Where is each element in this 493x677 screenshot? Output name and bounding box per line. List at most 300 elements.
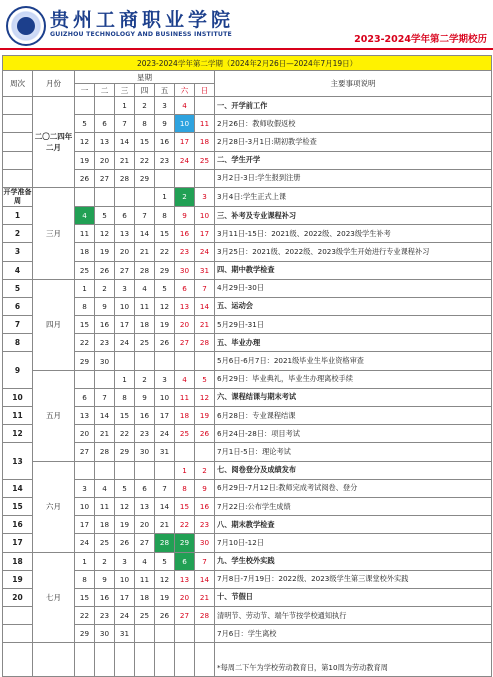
day-cell: 8	[135, 115, 155, 133]
day-cell: 3	[195, 187, 215, 206]
day-cell: 21	[195, 588, 215, 606]
day-cell	[115, 187, 135, 206]
day-cell: 10	[75, 497, 95, 515]
day-cell: 20	[75, 425, 95, 443]
event-note: 6月24日-28日：项目考试	[215, 425, 492, 443]
day-cell: 22	[175, 516, 195, 534]
event-note: 3月4日:学生正式上课	[215, 187, 492, 206]
week-number: 11	[3, 407, 33, 425]
day-cell: 31	[115, 625, 135, 643]
calendar-row	[3, 425, 492, 443]
event-note: 6月29日：毕业典礼，毕业生办理离校手续	[215, 370, 492, 388]
calendar-row	[3, 297, 492, 315]
day-cell: 1	[115, 97, 135, 115]
day-cell: 25	[175, 425, 195, 443]
day-cell: 17	[155, 407, 175, 425]
day-cell: 18	[195, 133, 215, 151]
day-cell	[95, 370, 115, 388]
day-cell: 3	[155, 370, 175, 388]
event-note: 三、补考及专业课程补习	[215, 206, 492, 224]
event-note: 四、期中教学检查	[215, 261, 492, 279]
event-note: 6月28日：专业课程结课	[215, 407, 492, 425]
day-cell	[135, 187, 155, 206]
day-cell: 15	[135, 133, 155, 151]
day-cell: 5	[115, 479, 135, 497]
day-cell: 14	[155, 497, 175, 515]
school-calendar-table	[2, 55, 492, 677]
day-cell: 9	[95, 570, 115, 588]
week-number	[3, 169, 33, 187]
day-cell	[155, 625, 175, 643]
day-cell: 27	[175, 334, 195, 352]
day-cell: 9	[195, 479, 215, 497]
day-cell: 30	[175, 261, 195, 279]
empty-cell	[175, 643, 195, 677]
day-cell: 11	[95, 497, 115, 515]
event-note: 八、期末教学检查	[215, 516, 492, 534]
day-cell: 7	[95, 388, 115, 406]
calendar-row	[3, 115, 492, 133]
event-note: 2月26日：教师收假返校	[215, 115, 492, 133]
day-cell	[175, 443, 195, 461]
day-cell: 13	[175, 570, 195, 588]
calendar-row	[3, 133, 492, 151]
day-cell: 24	[155, 425, 175, 443]
day-cell: 4	[175, 97, 195, 115]
day-cell: 17	[115, 316, 135, 334]
day-cell: 26	[155, 334, 175, 352]
month-label-jul: 七月	[33, 552, 75, 643]
weekday-header-5: 六	[175, 84, 195, 97]
day-cell: 19	[155, 588, 175, 606]
empty-cell	[135, 643, 155, 677]
week-number: 15	[3, 497, 33, 515]
day-cell: 29	[135, 169, 155, 187]
week-number: 2	[3, 225, 33, 243]
calendar-row	[3, 461, 492, 479]
week-number	[3, 97, 33, 115]
day-cell: 2	[195, 461, 215, 479]
day-cell: 15	[75, 588, 95, 606]
school-name-cn: 贵州工商职业学院	[50, 9, 235, 31]
week-number	[3, 625, 33, 643]
day-cell: 23	[95, 334, 115, 352]
day-cell: 21	[115, 151, 135, 169]
day-cell: 6	[175, 552, 195, 570]
day-cell: 22	[75, 334, 95, 352]
day-cell: 24	[175, 151, 195, 169]
day-cell: 6	[75, 388, 95, 406]
notes-column-header: 主要事项说明	[215, 71, 492, 97]
day-cell: 10	[155, 388, 175, 406]
weekday-header-6: 日	[195, 84, 215, 97]
day-cell: 15	[75, 316, 95, 334]
page-header	[0, 0, 493, 56]
day-cell: 29	[155, 261, 175, 279]
event-note: 3月2日-3日:学生报到注册	[215, 169, 492, 187]
week-column-header: 周次	[3, 71, 33, 97]
calendar-row	[3, 187, 492, 206]
day-cell: 29	[115, 443, 135, 461]
calendar-row	[3, 206, 492, 224]
calendar-row	[3, 516, 492, 534]
week-number: 6	[3, 297, 33, 315]
event-note: 五、运动会	[215, 297, 492, 315]
day-cell: 29	[75, 352, 95, 370]
day-cell: 4	[95, 479, 115, 497]
day-cell: 26	[115, 534, 135, 552]
day-cell: 1	[175, 461, 195, 479]
day-cell: 31	[195, 261, 215, 279]
day-cell: 7	[115, 115, 135, 133]
day-cell: 24	[75, 534, 95, 552]
day-cell: 2	[135, 370, 155, 388]
day-cell	[135, 461, 155, 479]
weekday-group-header: 星期	[75, 71, 215, 84]
calendar-row	[3, 497, 492, 515]
week-number: 13	[3, 443, 33, 479]
day-cell: 27	[175, 607, 195, 625]
event-note: 4月29日-30日	[215, 279, 492, 297]
calendar-row	[3, 552, 492, 570]
day-cell: 3	[75, 479, 95, 497]
calendar-row	[3, 151, 492, 169]
week-number: 12	[3, 425, 33, 443]
event-note: 九、学生校外实践	[215, 552, 492, 570]
day-cell	[95, 97, 115, 115]
event-note: 七、阅卷登分及成绩发布	[215, 461, 492, 479]
day-cell	[75, 97, 95, 115]
calendar-row	[3, 407, 492, 425]
day-cell: 15	[155, 225, 175, 243]
day-cell: 16	[135, 407, 155, 425]
day-cell: 1	[115, 370, 135, 388]
header-divider	[0, 48, 493, 50]
day-cell	[115, 461, 135, 479]
calendar-row	[3, 443, 492, 461]
day-cell: 19	[195, 407, 215, 425]
event-note: 5月6日-6月7日：2021级毕业生毕业资格审查	[215, 352, 492, 370]
weekday-header-0: 一	[75, 84, 95, 97]
day-cell: 3	[115, 279, 135, 297]
day-cell: 14	[135, 225, 155, 243]
day-cell: 19	[115, 516, 135, 534]
event-note: 二、学生开学	[215, 151, 492, 169]
day-cell: 9	[155, 115, 175, 133]
day-cell: 18	[135, 316, 155, 334]
empty-cell	[195, 643, 215, 677]
day-cell: 5	[155, 552, 175, 570]
day-cell	[75, 370, 95, 388]
calendar-row	[3, 279, 492, 297]
day-cell: 29	[75, 625, 95, 643]
calendar-row	[3, 570, 492, 588]
day-cell: 14	[195, 570, 215, 588]
day-cell: 30	[135, 443, 155, 461]
day-cell	[195, 443, 215, 461]
day-cell: 9	[95, 297, 115, 315]
event-note: 5月29日-31日	[215, 316, 492, 334]
day-cell: 25	[135, 334, 155, 352]
day-cell: 20	[95, 151, 115, 169]
day-cell	[175, 625, 195, 643]
day-cell: 23	[175, 243, 195, 261]
day-cell: 3	[115, 552, 135, 570]
day-cell	[95, 187, 115, 206]
day-cell	[135, 352, 155, 370]
event-note: 7月8日-7月19日：2022级、2023级学生第三课堂校外实践	[215, 570, 492, 588]
day-cell: 22	[75, 607, 95, 625]
day-cell: 4	[75, 206, 95, 224]
week-number	[3, 133, 33, 151]
day-cell: 6	[175, 279, 195, 297]
day-cell: 18	[75, 243, 95, 261]
day-cell: 8	[115, 388, 135, 406]
week-number: 10	[3, 388, 33, 406]
week-number: 4	[3, 261, 33, 279]
day-cell: 11	[135, 570, 155, 588]
day-cell: 16	[175, 225, 195, 243]
day-cell: 1	[155, 187, 175, 206]
month-label-may: 五月	[33, 370, 75, 461]
day-cell: 2	[95, 552, 115, 570]
calendar-row	[3, 334, 492, 352]
day-cell: 8	[155, 206, 175, 224]
week-number: 17	[3, 534, 33, 552]
calendar-row	[3, 243, 492, 261]
day-cell: 20	[115, 243, 135, 261]
day-cell: 3	[155, 97, 175, 115]
week-number: 1	[3, 206, 33, 224]
day-cell: 21	[95, 425, 115, 443]
day-cell: 5	[155, 279, 175, 297]
day-cell: 12	[155, 297, 175, 315]
day-cell: 13	[75, 407, 95, 425]
day-cell	[195, 625, 215, 643]
day-cell: 26	[75, 169, 95, 187]
day-cell: 15	[175, 497, 195, 515]
day-cell: 28	[135, 261, 155, 279]
day-cell: 2	[135, 97, 155, 115]
day-cell	[115, 352, 135, 370]
week-number: 7	[3, 316, 33, 334]
day-cell: 22	[135, 151, 155, 169]
day-cell: 13	[115, 225, 135, 243]
day-cell: 30	[95, 352, 115, 370]
day-cell: 18	[135, 588, 155, 606]
day-cell: 16	[95, 588, 115, 606]
event-note: 十、节假日	[215, 588, 492, 606]
day-cell	[195, 169, 215, 187]
day-cell: 12	[195, 388, 215, 406]
day-cell	[155, 169, 175, 187]
week-number: 8	[3, 334, 33, 352]
day-cell: 5	[75, 115, 95, 133]
day-cell: 25	[135, 607, 155, 625]
day-cell	[75, 461, 95, 479]
event-note: 6月29日-7月12日:教师完成考试阅卷、登分	[215, 479, 492, 497]
week-number: 开学准备周	[3, 187, 32, 205]
day-cell: 9	[135, 388, 155, 406]
day-cell: 11	[175, 388, 195, 406]
day-cell	[75, 187, 95, 206]
day-cell: 17	[195, 225, 215, 243]
day-cell: 23	[195, 516, 215, 534]
calendar-row	[3, 370, 492, 388]
day-cell: 7	[135, 206, 155, 224]
calendar-row	[3, 625, 492, 643]
day-cell	[175, 352, 195, 370]
day-cell: 24	[115, 334, 135, 352]
day-cell: 23	[95, 607, 115, 625]
day-cell: 19	[95, 243, 115, 261]
day-cell: 28	[195, 607, 215, 625]
event-note: 7月1日-5日：理论考试	[215, 443, 492, 461]
calendar-row	[3, 388, 492, 406]
week-number: 19	[3, 570, 33, 588]
day-cell: 26	[155, 607, 175, 625]
day-cell: 12	[75, 133, 95, 151]
day-cell: 28	[155, 534, 175, 552]
day-cell: 19	[155, 316, 175, 334]
day-cell: 23	[135, 425, 155, 443]
day-cell: 15	[115, 407, 135, 425]
day-cell: 18	[95, 516, 115, 534]
day-cell: 2	[175, 187, 195, 206]
calendar-row	[3, 352, 492, 370]
day-cell: 13	[135, 497, 155, 515]
day-cell: 11	[75, 225, 95, 243]
empty-cell	[155, 643, 175, 677]
week-number: 9	[3, 352, 33, 388]
day-cell: 24	[115, 607, 135, 625]
month-column-header: 月份	[33, 71, 75, 97]
day-cell: 8	[175, 479, 195, 497]
day-cell: 4	[175, 370, 195, 388]
day-cell: 28	[115, 169, 135, 187]
day-cell: 14	[95, 407, 115, 425]
week-number	[3, 151, 33, 169]
day-cell: 12	[155, 570, 175, 588]
day-cell: 16	[95, 316, 115, 334]
empty-cell	[115, 643, 135, 677]
day-cell: 25	[195, 151, 215, 169]
day-cell: 20	[135, 516, 155, 534]
empty-cell	[33, 643, 75, 677]
weekday-header-1: 二	[95, 84, 115, 97]
calendar-row	[3, 607, 492, 625]
event-note: 7月10日-12日	[215, 534, 492, 552]
day-cell: 27	[135, 534, 155, 552]
footer-row	[3, 643, 492, 677]
day-cell: 24	[195, 243, 215, 261]
day-cell: 14	[115, 133, 135, 151]
day-cell: 20	[175, 316, 195, 334]
month-label-feb: 二〇二四年 二月	[33, 97, 75, 188]
day-cell	[155, 352, 175, 370]
day-cell: 11	[135, 297, 155, 315]
event-note: 7月22日:公布学生成绩	[215, 497, 492, 515]
day-cell: 6	[95, 115, 115, 133]
calendar-row	[3, 588, 492, 606]
week-number	[3, 607, 33, 625]
day-cell: 7	[195, 552, 215, 570]
event-note: 五、毕业办理	[215, 334, 492, 352]
day-cell: 6	[135, 479, 155, 497]
day-cell: 23	[155, 151, 175, 169]
day-cell: 14	[195, 297, 215, 315]
day-cell: 1	[75, 552, 95, 570]
day-cell	[95, 461, 115, 479]
day-cell: 17	[175, 133, 195, 151]
day-cell: 31	[155, 443, 175, 461]
day-cell	[155, 461, 175, 479]
month-label-mar: 三月	[33, 187, 75, 279]
week-number: 14	[3, 479, 33, 497]
school-name-en: GUIZHOU TECHNOLOGY AND BUSINESS INSTITUTE	[50, 31, 232, 38]
day-cell: 8	[75, 297, 95, 315]
day-cell: 21	[135, 243, 155, 261]
week-number: 18	[3, 552, 33, 570]
day-cell: 6	[115, 206, 135, 224]
day-cell: 10	[115, 570, 135, 588]
calendar-row	[3, 97, 492, 115]
day-cell	[135, 625, 155, 643]
week-number	[3, 115, 33, 133]
week-number: 3	[3, 243, 33, 261]
day-cell: 5	[195, 370, 215, 388]
day-cell: 29	[175, 534, 195, 552]
calendar-row	[3, 169, 492, 187]
day-cell: 22	[115, 425, 135, 443]
day-cell: 12	[115, 497, 135, 515]
weekday-header-2: 三	[115, 84, 135, 97]
day-cell: 4	[135, 279, 155, 297]
day-cell: 13	[95, 133, 115, 151]
calendar-row	[3, 225, 492, 243]
day-cell: 17	[115, 588, 135, 606]
school-logo-icon	[6, 6, 46, 46]
footer-note: *每周二下午为学校劳动教育日，第10周为劳动教育周	[215, 643, 492, 677]
day-cell: 7	[195, 279, 215, 297]
day-cell: 21	[195, 316, 215, 334]
month-label-jun: 六月	[33, 461, 75, 552]
month-label-apr: 四月	[33, 279, 75, 370]
day-cell: 27	[75, 443, 95, 461]
day-cell: 25	[75, 261, 95, 279]
day-cell: 19	[75, 151, 95, 169]
day-cell: 12	[95, 225, 115, 243]
day-cell: 1	[75, 279, 95, 297]
calendar-title: 2023-2024学年第二学期校历	[354, 34, 487, 45]
day-cell: 11	[195, 115, 215, 133]
event-note: 清明节、劳动节、端午节按学校通知执行	[215, 607, 492, 625]
day-cell: 9	[175, 206, 195, 224]
calendar-row	[3, 534, 492, 552]
calendar-row	[3, 261, 492, 279]
day-cell: 25	[95, 534, 115, 552]
empty-cell	[3, 643, 33, 677]
day-cell: 26	[95, 261, 115, 279]
day-cell	[195, 352, 215, 370]
day-cell: 7	[155, 479, 175, 497]
day-cell: 16	[195, 497, 215, 515]
weekday-header-3: 四	[135, 84, 155, 97]
empty-cell	[95, 643, 115, 677]
day-cell: 8	[75, 570, 95, 588]
weekday-header-4: 五	[155, 84, 175, 97]
day-cell: 18	[175, 407, 195, 425]
